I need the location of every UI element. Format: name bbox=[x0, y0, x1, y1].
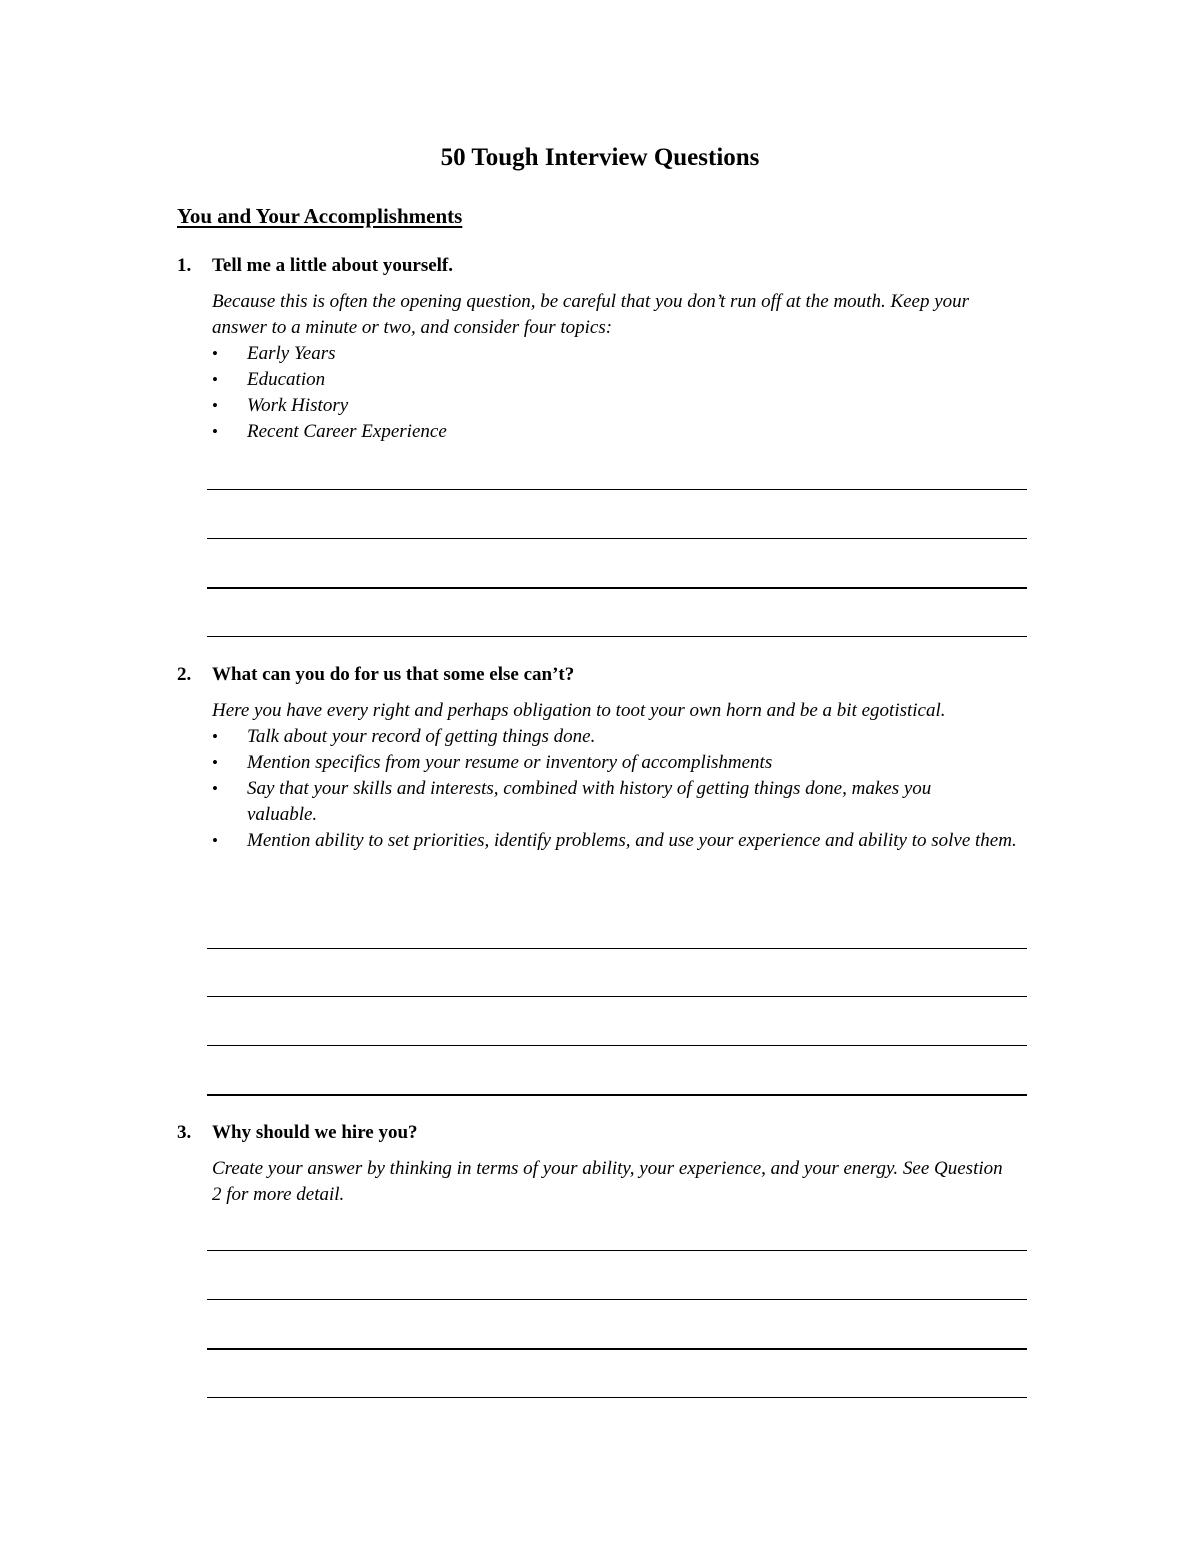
question-2-text: What can you do for us that some else can’t? bbox=[212, 664, 575, 685]
question-2-header bbox=[177, 662, 1037, 688]
bullet-icon: • bbox=[212, 396, 218, 415]
bullet-icon: • bbox=[212, 370, 218, 389]
bullet-icon: • bbox=[212, 422, 218, 441]
answer-line[interactable] bbox=[207, 538, 1027, 539]
question-1-number: 1. bbox=[177, 255, 192, 276]
list-item: • Recent Career Experience bbox=[212, 419, 1037, 445]
list-item: • Talk about your record of getting things done. bbox=[212, 724, 1037, 750]
question-2 bbox=[177, 662, 1037, 854]
question-1-bullets bbox=[212, 341, 1037, 445]
list-item: • Early Years bbox=[212, 341, 1037, 367]
question-2-intro: Here you have every right and perhaps obligation to toot your own horn and be a bit egotistical. bbox=[212, 700, 946, 721]
answer-line[interactable] bbox=[207, 1094, 1027, 1096]
bullet-icon: • bbox=[212, 344, 218, 363]
question-1-guidance bbox=[212, 289, 1037, 445]
question-1-intro: Because this is often the opening question, be careful that you don’t run off at the mouth. Keep your answer to a minute or two, and consider four topics: bbox=[212, 291, 970, 338]
answer-line[interactable] bbox=[207, 1348, 1027, 1350]
answer-line[interactable] bbox=[207, 489, 1027, 490]
answer-line[interactable] bbox=[207, 587, 1027, 589]
answer-line[interactable] bbox=[207, 1397, 1027, 1398]
list-item: • Say that your skills and interests, combined with history of getting things done, makes you valuable. bbox=[212, 778, 932, 825]
answer-line[interactable] bbox=[207, 996, 1027, 997]
question-3 bbox=[177, 1120, 1037, 1208]
question-3-intro: Create your answer by thinking in terms of your ability, your experience, and your energy. See Question 2 for more detail. bbox=[212, 1158, 1003, 1205]
bullet-icon: • bbox=[212, 779, 218, 798]
question-3-text: Why should we hire you? bbox=[212, 1122, 418, 1143]
section-heading: You and Your Accomplishments bbox=[177, 204, 463, 228]
question-2-bullets bbox=[212, 724, 1037, 854]
list-item: • Work History bbox=[212, 393, 1037, 419]
list-item: • Education bbox=[212, 367, 1037, 393]
answer-line[interactable] bbox=[207, 948, 1027, 949]
answer-line[interactable] bbox=[207, 1299, 1027, 1300]
question-2-guidance bbox=[212, 698, 1037, 854]
question-2-number: 2. bbox=[177, 664, 192, 685]
question-1 bbox=[177, 253, 1037, 445]
question-3-number: 3. bbox=[177, 1122, 192, 1143]
question-3-guidance bbox=[212, 1156, 1037, 1208]
bullet-icon: • bbox=[212, 753, 218, 772]
list-item: • Mention specifics from your resume or inventory of accomplishments bbox=[212, 750, 1037, 776]
bullet-icon: • bbox=[212, 831, 218, 850]
answer-line[interactable] bbox=[207, 1045, 1027, 1046]
answer-line[interactable] bbox=[207, 636, 1027, 637]
list-item: • Mention ability to set priorities, identify problems, and use your experience and ability to solve them. bbox=[212, 828, 1037, 854]
question-3-header bbox=[177, 1120, 1037, 1146]
bullet-icon: • bbox=[212, 727, 218, 746]
question-1-text: Tell me a little about yourself. bbox=[212, 255, 453, 276]
page-title: 50 Tough Interview Questions bbox=[440, 144, 760, 171]
question-1-header bbox=[177, 253, 1037, 279]
answer-line[interactable] bbox=[207, 1250, 1027, 1251]
